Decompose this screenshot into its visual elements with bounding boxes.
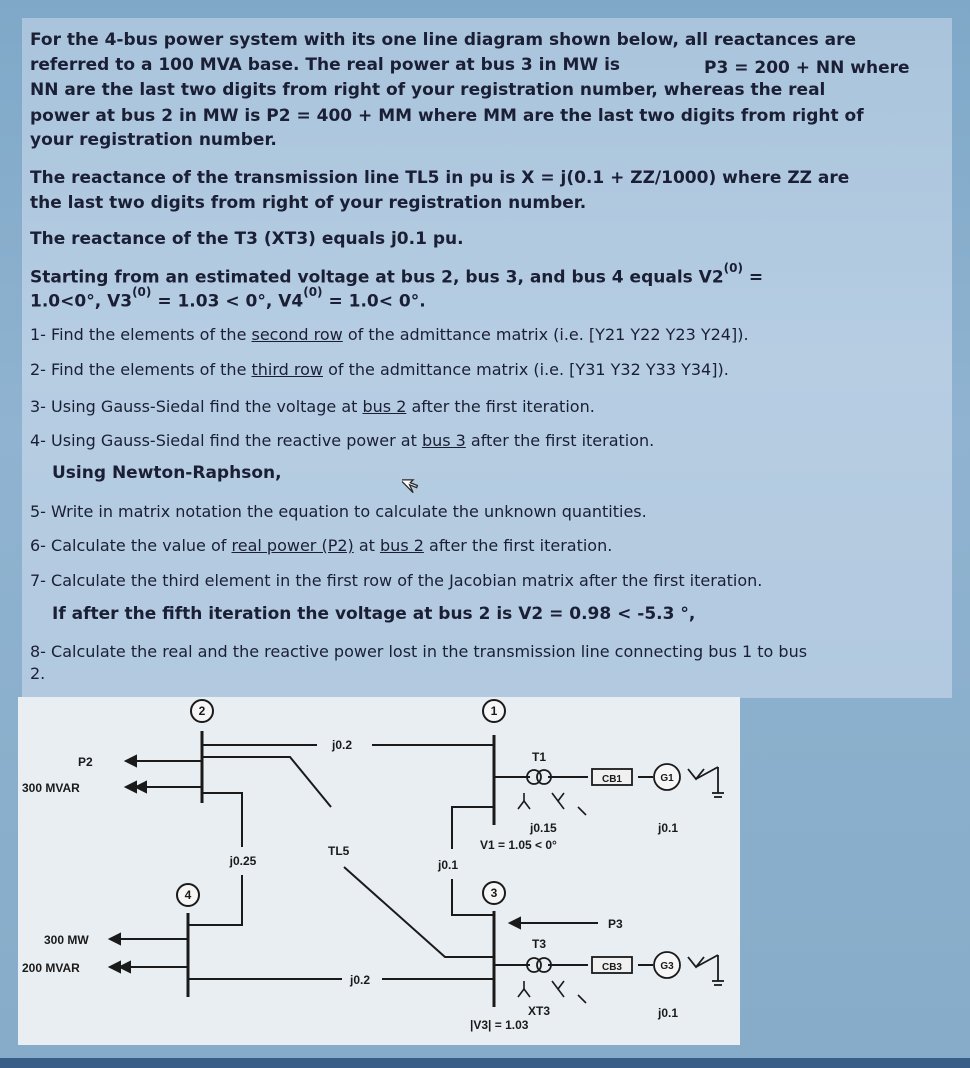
- bus-4-label: 4: [184, 888, 192, 902]
- q1-underline: second row: [251, 325, 343, 344]
- para1-line2a: referred to a 100 MVA base. The real power at bus 3 in MW is: [30, 55, 621, 75]
- initial-line2: [30, 285, 426, 312]
- q4-label: 200 MVAR: [22, 961, 80, 975]
- question-3: [30, 397, 595, 416]
- v2-value: 1.0<0°, V3: [30, 291, 133, 312]
- para3: The reactance of the T3 (XT3) equals j0.1 pu.: [30, 229, 464, 249]
- question-6: [30, 536, 612, 555]
- question-7: 7- Calculate the third element in the first row of the Jacobian matrix after the first iteration.: [30, 571, 763, 590]
- v4-value: = 1.0< 0°.: [328, 291, 426, 312]
- p2-label: P2: [78, 755, 93, 769]
- initial-text: Starting from an estimated voltage at bus 2, bus 3, and bus 4 equals V2: [30, 267, 724, 288]
- initial-sup-v2: (0): [723, 261, 743, 275]
- tl5-label: TL5: [328, 844, 350, 858]
- q2-text: 2- Find the elements of the: [30, 360, 252, 379]
- cb3-label: CB3: [601, 962, 623, 973]
- g1-label: G1: [660, 773, 674, 784]
- xt1-label: j0.15: [530, 821, 557, 835]
- one-line-diagram: [18, 697, 740, 1045]
- v3-value: = 1.03 < 0°, V4: [157, 291, 304, 312]
- para1-line4: power at bus 2 in MW is P2 = 400 + MM where MM are the last two digits from right of: [30, 106, 864, 126]
- cb1-label: CB1: [601, 774, 623, 785]
- para1-line5: your registration number.: [30, 130, 277, 150]
- q3-underline: bus 2: [362, 397, 407, 416]
- t3-label: T3: [531, 937, 547, 951]
- q3-text: 3- Using Gauss-Siedal find the voltage at: [30, 397, 363, 416]
- x13-label: j0.1: [438, 858, 459, 872]
- question-2: [30, 360, 729, 379]
- bus-2-label: 2: [198, 704, 206, 718]
- q6-underline-power: real power (P2): [231, 536, 354, 555]
- para2-line2: the last two digits from right of your registration number.: [30, 193, 587, 213]
- q6-underline-bus: bus 2: [380, 536, 424, 555]
- q1-text: 1- Find the elements of the: [30, 325, 252, 344]
- q6-text-mid: at: [353, 536, 381, 555]
- t1-label: T1: [531, 750, 547, 764]
- mouse-cursor-icon: [402, 470, 422, 494]
- bus-3-label: 3: [490, 886, 498, 900]
- q3-text-end: after the first iteration.: [406, 397, 595, 416]
- xg3-label: j0.1: [658, 1006, 679, 1020]
- newton-raphson-heading: Using Newton-Raphson,: [52, 463, 282, 483]
- q1-text-end: of the admittance matrix (i.e. [Y21 Y22 Y23 Y24]).: [342, 325, 749, 344]
- question-8-line1: 8- Calculate the real and the reactive power lost in the transmission line connecting bus 1 to bus: [30, 642, 808, 661]
- xg1-label: j0.1: [658, 821, 679, 835]
- p3-label: P3: [608, 917, 623, 931]
- question-8-line2: 2.: [30, 664, 46, 683]
- q4-text-end: after the first iteration.: [465, 431, 655, 450]
- question-4: [30, 431, 654, 450]
- v1-label: V1 = 1.05 < 0°: [480, 838, 557, 852]
- q6-text: 6- Calculate the value of: [30, 536, 232, 555]
- question-1: [30, 325, 749, 344]
- para1-line2b: P3 = 200 + NN where: [704, 58, 910, 78]
- q4-underline: bus 3: [421, 431, 466, 450]
- bus-1-label: 1: [490, 704, 498, 718]
- initial-sup-v3: (0): [132, 285, 152, 299]
- q2-underline: third row: [251, 360, 323, 379]
- bottom-edge-bar: [0, 1058, 970, 1068]
- q6-text-end: after the first iteration.: [423, 536, 613, 555]
- para1-line3: NN are the last two digits from right of your registration number, whereas the real: [30, 80, 826, 100]
- q4-text: 4- Using Gauss-Siedal find the reactive power at: [30, 431, 422, 450]
- para1-line1: For the 4-bus power system with its one line diagram shown below, all reactances are: [30, 30, 857, 50]
- x12-label: j0.2: [331, 738, 353, 752]
- xt3-label: XT3: [528, 1004, 551, 1018]
- q2-label: 300 MVAR: [22, 781, 80, 795]
- x24-label: j0.25: [229, 854, 257, 868]
- question-5: 5- Write in matrix notation the equation to calculate the unknown quantities.: [30, 502, 647, 521]
- one-line-diagram-svg: [18, 697, 740, 1045]
- initial-eq: =: [748, 267, 764, 288]
- fifth-iteration-note: If after the fifth iteration the voltage at bus 2 is V2 = 0.98 < -5.3 °,: [52, 604, 696, 624]
- p4-label: 300 MW: [44, 933, 89, 947]
- para2-line1: The reactance of the transmission line TL5 in pu is X = j(0.1 + ZZ/1000) where ZZ are: [30, 168, 850, 188]
- v3-label: |V3| = 1.03: [470, 1018, 529, 1032]
- initial-sup-v4: (0): [303, 285, 323, 299]
- x34-label: j0.2: [349, 973, 371, 987]
- q2-text-end: of the admittance matrix (i.e. [Y31 Y32 Y33 Y34]).: [323, 360, 729, 379]
- g3-label: G3: [660, 961, 674, 972]
